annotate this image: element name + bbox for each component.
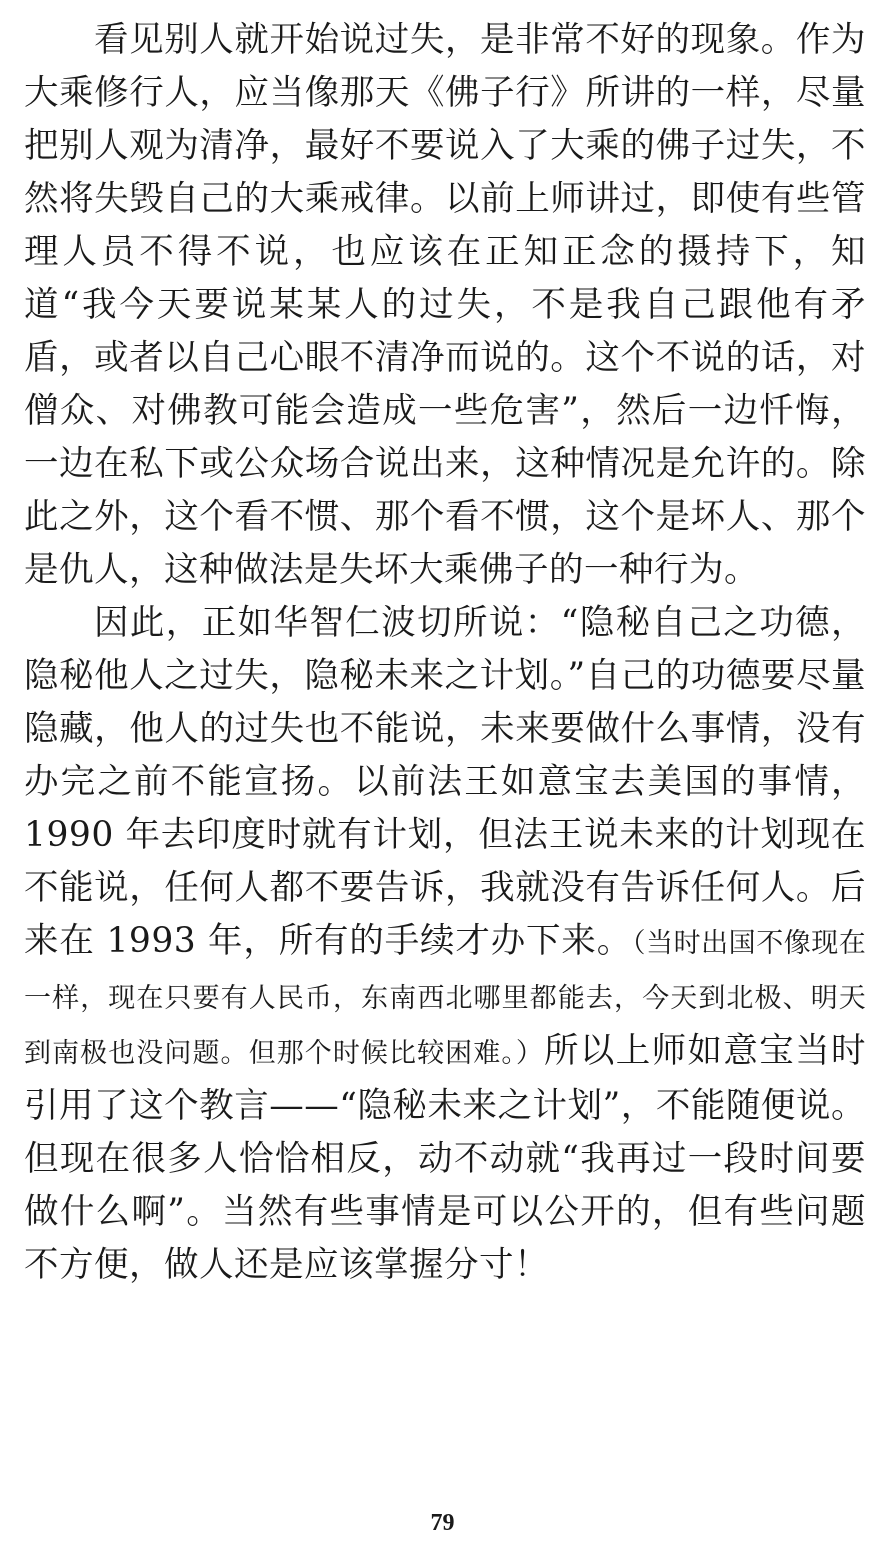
paragraph-1	[24, 14, 866, 597]
paragraph-2-note: （当时出国不像现在一样，现在只要有人民币，东南西北哪里都能去，今天到北极、明天到南极也没问题。但那个时候比较困难。）	[24, 928, 866, 1069]
paragraph-2-text-after: 所以上师如意宝当时引用了这个教言——“隐秘未来之计划”，不能随便说。但现在很多人恰恰相反，动不动就“我再过一段时间要做什么啊”。当然有些事情是可以公开的，但有些问题不方便，做人还是应该掌握分寸！	[24, 1031, 866, 1285]
paragraph-1-text: 看见别人就开始说过失，是非常不好的现象。作为大乘修行人，应当像那天《佛子行》所讲的一样，尽量把别人观为清净，最好不要说入了大乘的佛子过失，不然将失毁自己的大乘戒律。以前上师讲过，即使有些管理人员不得不说，也应该在正知正念的摄持下，知道“我今天要说某某人的过失，不是我自己跟他有矛盾，或者以自己心眼不清净而说的。这个不说的话，对僧众、对佛教可能会造成一些危害”，然后一边忏悔，一边在私下或公众场合说出来，这种情况是允许的。除此之外，这个看不惯、那个看不惯，这个是坏人、那个是仇人，这种做法是失坏大乘佛子的一种行为。	[24, 20, 866, 590]
page-number: 79	[430, 1510, 455, 1536]
paragraph-2-text-before: 因此，正如华智仁波切所说：“隐秘自己之功德，隐秘他人之过失，隐秘未来之计划。”自己的功德要尽量隐藏，他人的过失也不能说，未来要做什么事情，没有办完之前不能宣扬。以前法王如意宝去美国的事情，1990 年去印度时就有计划，但法王说未来的计划现在不能说，任何人都不要告诉，我就没有告诉任何人。后来在 1993 年，所有的手续才办下来。	[24, 603, 866, 961]
paragraph-2	[24, 597, 866, 1292]
page-body	[24, 14, 866, 1292]
